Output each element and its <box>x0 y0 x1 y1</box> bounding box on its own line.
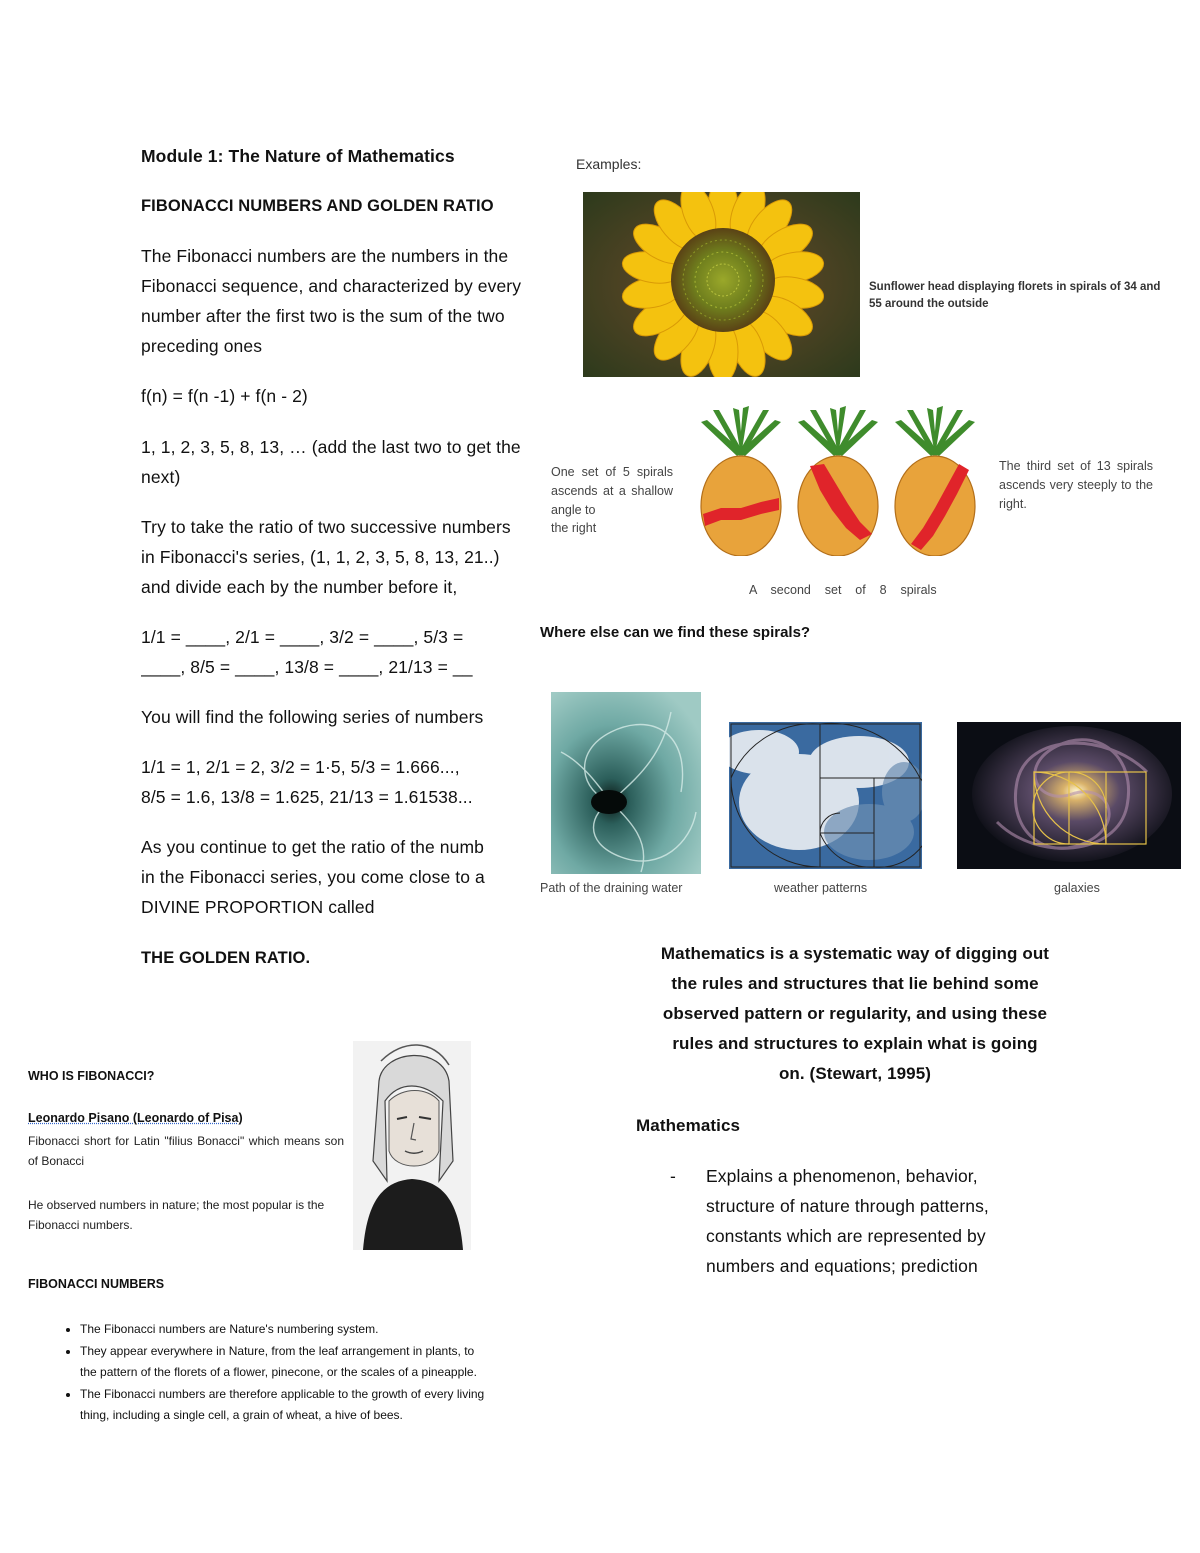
sequence-paragraph <box>141 432 521 492</box>
ratio-line: Try to take the ratio of two successive numbers <box>141 517 511 537</box>
galaxy-image <box>957 722 1181 869</box>
sequence-line: next) <box>141 467 181 487</box>
bullet-item: • The Fibonacci numbers are Nature's numbering system. <box>80 1319 486 1340</box>
intro-line: The Fibonacci numbers are the numbers in the <box>141 246 509 266</box>
weather-patterns-image <box>729 722 922 869</box>
formula: f(n) = f(n -1) + f(n - 2) <box>141 386 308 406</box>
bullet-item: • They appear everywhere in Nature, from the leaf arrangement in plants, to the pattern of the florets of a flower, pinecone, or the scales of a pineapple. <box>80 1341 486 1383</box>
blank-line: ____, 8/5 = ____, 13/8 = ____, 21/13 = __ <box>141 657 473 677</box>
quote-line: observed pattern or regularity, and using these <box>662 1004 1048 1023</box>
continue-line: in the Fibonacci series, you come close to a <box>141 867 485 887</box>
result-ratios <box>141 752 473 812</box>
result-line: 8/5 = 1.6, 13/8 = 1.625, 21/13 = 1.61538... <box>141 787 473 807</box>
weather-caption: weather patterns <box>774 881 868 895</box>
module-title: Module 1: The Nature of Mathematics <box>141 146 455 166</box>
pineapple-left-caption: One set of 5 spirals ascends at a shallow angle to <box>551 465 673 517</box>
result-line: 1/1 = 1, 2/1 = 2, 3/2 = 1·5, 5/3 = 1.666..., <box>141 757 460 777</box>
explain-line: numbers and equations; prediction <box>706 1256 978 1276</box>
section-heading: FIBONACCI NUMBERS AND GOLDEN RATIO <box>141 197 494 215</box>
fibonacci-name: Leonardo Pisano (Leonardo of Pisa) <box>28 1111 243 1125</box>
mathematics-dash: - <box>670 1166 676 1186</box>
who-is-fibonacci: WHO IS FIBONACCI? <box>28 1069 155 1083</box>
quote-line: on. (Stewart, 1995) <box>778 1064 932 1083</box>
fibonacci-observed: He observed numbers in nature; the most popular is the Fibonacci numbers. <box>28 1198 325 1232</box>
intro-line: Fibonacci sequence, and characterized by every <box>141 276 522 296</box>
bullet-item: • The Fibonacci numbers are therefore applicable to the growth of every living thing, including a single cell, a grain of wheat, a hive of bees. <box>80 1384 486 1426</box>
fibonacci-numbers-heading: FIBONACCI NUMBERS <box>28 1277 165 1291</box>
sunflower-caption: Sunflower head displaying florets in spirals of 34 and 55 around the outside <box>869 281 1161 310</box>
ratio-paragraph <box>141 512 511 602</box>
fibonacci-description: Fibonacci short for Latin "filius Bonacci" which means son of Bonacci <box>28 1134 344 1168</box>
fibonacci-portrait <box>353 1041 471 1250</box>
mathematics-explanation <box>706 1161 989 1281</box>
explain-line: Explains a phenomenon, behavior, <box>706 1166 978 1186</box>
examples-label: Examples: <box>576 156 642 172</box>
blank-line: 1/1 = ____, 2/1 = ____, 3/2 = ____, 5/3 = <box>141 627 464 647</box>
draining-water-image <box>551 692 701 874</box>
galaxy-caption: galaxies <box>1054 881 1100 895</box>
pineapple-left-caption-tail: the right <box>551 521 597 535</box>
ratio-line: and divide each by the number before it, <box>141 577 458 597</box>
sequence-line: 1, 1, 2, 3, 5, 8, 13, … (add the last two to get the <box>141 437 521 457</box>
quote-line: the rules and structures that lie behind some <box>671 974 1039 993</box>
continue-line: DIVINE PROPORTION called <box>141 897 375 917</box>
spirals-question: Where else can we find these spirals? <box>540 624 811 641</box>
pineapple-bottom-caption: A second set of 8 spirals <box>749 583 937 597</box>
continue-line: As you continue to get the ratio of the numb <box>141 837 484 857</box>
quote-line: rules and structures to explain what is going <box>672 1034 1038 1053</box>
fibonacci-bullets <box>62 1319 486 1427</box>
explain-line: constants which are represented by <box>706 1226 986 1246</box>
quote-line: Mathematics is a systematic way of digging out <box>660 944 1050 963</box>
find-line: You will find the following series of numbers <box>141 707 484 727</box>
stewart-quote <box>620 939 1090 1089</box>
sunflower-image <box>583 192 860 377</box>
mathematics-heading: Mathematics <box>636 1116 741 1135</box>
pineapples-image <box>697 404 982 556</box>
blank-ratios <box>141 622 527 682</box>
intro-paragraph <box>141 241 521 361</box>
water-caption: Path of the draining water <box>540 881 683 895</box>
intro-line: number after the first two is the sum of the two <box>141 306 505 326</box>
pineapple-right-caption: The third set of 13 spirals ascends very steeply to the right. <box>999 459 1153 511</box>
ratio-line: in Fibonacci's series, (1, 1, 2, 3, 5, 8, 13, 21..) <box>141 547 500 567</box>
intro-line: preceding ones <box>141 336 263 356</box>
golden-ratio-heading: THE GOLDEN RATIO. <box>141 949 311 967</box>
continue-paragraph <box>141 832 527 922</box>
explain-line: structure of nature through patterns, <box>706 1196 989 1216</box>
